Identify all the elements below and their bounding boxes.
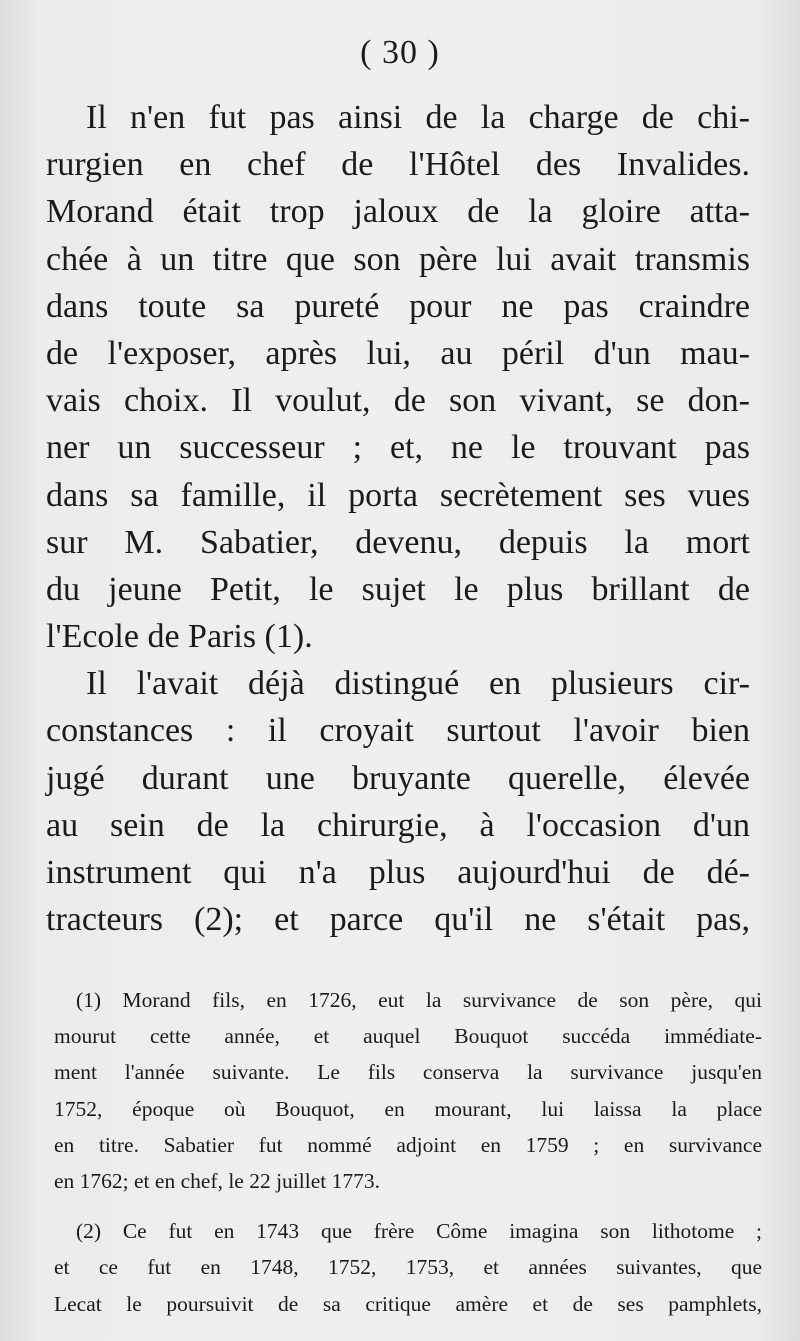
footnote-line: et ce fut en 1748, 1752, 1753, et années suivantes, que xyxy=(54,1255,762,1280)
footnote-line: mourut cette année, et auquel Bouquot succéda immédiate- xyxy=(54,1024,762,1049)
body-line: de l'exposer, après lui, au péril d'un mau- xyxy=(46,334,750,372)
body-line: jugé durant une bruyante querelle, élevée xyxy=(46,759,750,797)
body-line: instrument qui n'a plus aujourd'hui de dé- xyxy=(46,854,750,891)
body-line: tracteurs (2); et parce qu'il ne s'était pas, xyxy=(46,901,750,939)
footnote-line: en 1762; et en chef, le 22 juillet 1773. xyxy=(54,1168,380,1193)
body-line: chée à un titre que son père lui avait transmis xyxy=(46,240,750,278)
body-line: dans sa famille, il porta secrètement ses vues xyxy=(46,476,750,514)
footnotes xyxy=(54,982,762,1322)
body-line: rurgien en chef de l'Hôtel des Invalides. xyxy=(46,146,750,184)
body-line: sur M. Sabatier, devenu, depuis la mort xyxy=(46,523,750,561)
footnote-line: (2) Ce fut en 1743 que frère Côme imagina son lithotome ; xyxy=(76,1219,762,1244)
body-line: du jeune Petit, le sujet le plus brillant de xyxy=(46,570,750,608)
body-line: Morand était trop jaloux de la gloire atta- xyxy=(46,193,750,231)
body-text xyxy=(46,94,750,943)
footnote-line: Lecat le poursuivit de sa critique amère et de ses pamphlets, xyxy=(54,1291,762,1316)
page-number: ( 30 ) xyxy=(360,34,440,71)
body-line: dans toute sa pureté pour ne pas craindre xyxy=(46,287,750,325)
body-line: au sein de la chirurgie, à l'occasion d'un xyxy=(46,806,750,844)
footnote-2 xyxy=(54,1213,762,1322)
footnote-line: en titre. Sabatier fut nommé adjoint en 1759 ; en survivance xyxy=(54,1132,762,1157)
footnote-line: (1) Morand fils, en 1726, eut la survivance de son père, qui xyxy=(76,988,762,1012)
body-line: ner un successeur ; et, ne le trouvant pas xyxy=(46,429,750,467)
body-line: constances : il croyait surtout l'avoir bien xyxy=(46,712,750,750)
body-line: l'Ecole de Paris (1). xyxy=(46,618,313,656)
footnote-1 xyxy=(54,982,762,1199)
body-line: vais choix. Il voulut, de son vivant, se don- xyxy=(46,382,750,420)
footnote-line: 1752, époque où Bouquot, en mourant, lui laissa la place xyxy=(54,1096,762,1121)
body-line: Il n'en fut pas ainsi de la charge de chi- xyxy=(86,99,750,136)
footnote-line: ment l'année suivante. Le fils conserva la survivance jusqu'en xyxy=(54,1060,762,1085)
body-line: Il l'avait déjà distingué en plusieurs cir- xyxy=(86,665,750,703)
